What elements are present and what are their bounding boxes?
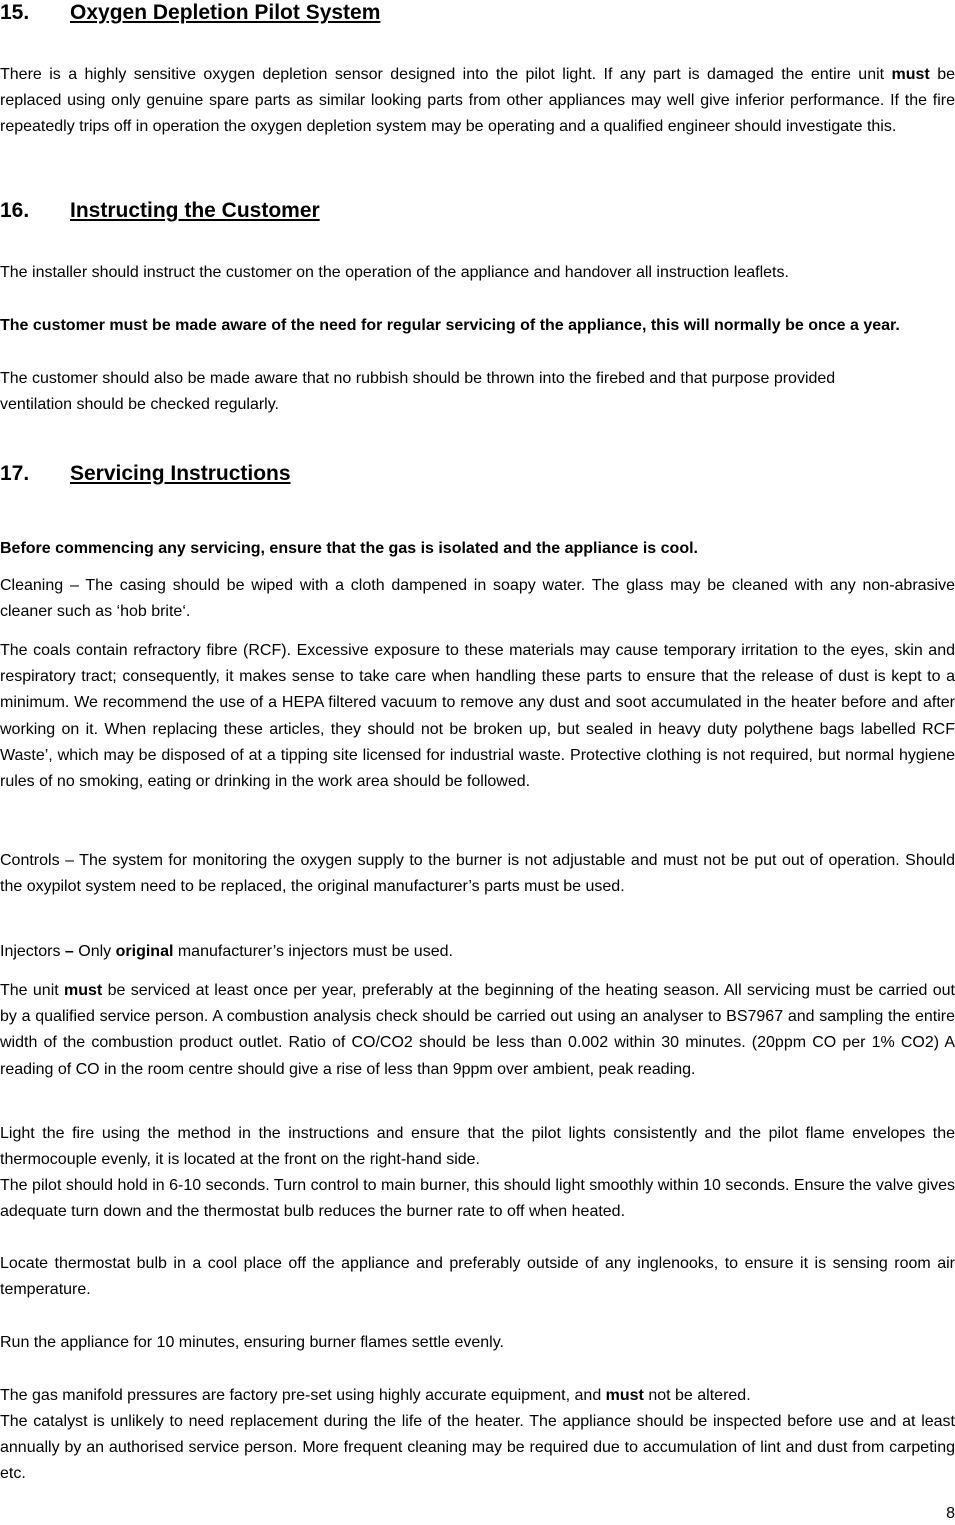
section-17-warning: Before commencing any servicing, ensure that the gas is isolated and the appliance is cool. bbox=[0, 540, 698, 557]
section-16-rubbish-paragraph: The customer should also be made aware that no rubbish should be thrown into the firebed and that purpose provided ventilation should be checked regularly. bbox=[0, 370, 836, 414]
section-17-number: 17. bbox=[0, 462, 30, 485]
section-16-instruct-paragraph: The installer should instruct the customer on the operation of the appliance and handover all instruction leaflets. bbox=[0, 264, 789, 281]
section-17-pilot-paragraph: The pilot should hold in 6-10 seconds. Turn control to main burner, this should light smoothly within 10 seconds. Ensure the valve gives adequate turn down and the thermostat bulb reduces the burner rate to off when heated. bbox=[0, 1177, 955, 1221]
section-17-injectors-paragraph: Injectors – Only original manufacturer’s injectors must be used. bbox=[0, 943, 453, 960]
section-17-run-paragraph: Run the appliance for 10 minutes, ensuring burner flames settle evenly. bbox=[0, 1334, 504, 1351]
section-17-coals-paragraph: The coals contain refractory fibre (RCF). Excessive exposure to these materials may cause temporary irritation to the eyes, skin and respiratory tract; consequently, it makes sense to take care when handling these parts to ensure that the release of dust is kept to a minimum. We recommend the use of a HEPA filtered vacuum to remove any dust and soot accumulated in the heater before and after working on it. When replacing these articles, they should not be broken up, but sealed in heavy duty polythene bags labelled RCF Waste’, which may be disposed of at a tipping site licensed for industrial waste. Protective clothing is not required, but normal hygiene rules of no smoking, eating or drinking in the work area should be followed. bbox=[0, 642, 955, 791]
section-17-thermostat-paragraph: Locate thermostat bulb in a cool place off the appliance and preferably outside of any inglenooks, to ensure it is sensing room air temperature. bbox=[0, 1255, 955, 1299]
page-number: 8 bbox=[946, 1505, 955, 1522]
section-15-heading bbox=[0, 0, 380, 26]
section-17-heading bbox=[0, 461, 291, 487]
section-17-manifold-paragraph: The gas manifold pressures are factory pre-set using highly accurate equipment, and must not be altered. bbox=[0, 1387, 751, 1404]
emphasis-must: must bbox=[891, 66, 930, 83]
section-16-servicing-notice: The customer must be made aware of the need for regular servicing of the appliance, this will normally be once a year. bbox=[0, 317, 900, 334]
emphasis-must: must bbox=[64, 982, 103, 999]
section-16-heading bbox=[0, 198, 320, 224]
section-17-controls-paragraph: Controls – The system for monitoring the oxygen supply to the burner is not adjustable and must not be put out of operation. Should the oxypilot system need to be replaced, the original manufacturer’s parts must be used. bbox=[0, 852, 955, 896]
section-15-title: Oxygen Depletion Pilot System bbox=[70, 1, 381, 24]
section-17-light-paragraph: Light the fire using the method in the instructions and ensure that the pilot lights consistently and the pilot flame envelopes the thermocouple evenly, it is located at the front on the right-hand side. bbox=[0, 1125, 955, 1169]
section-17-catalyst-paragraph: The catalyst is unlikely to need replacement during the life of the heater. The appliance should be inspected before use and at least annually by an authorised service person. More frequent cleaning may be required due to accumulation of lint and dust from carpeting etc. bbox=[0, 1413, 955, 1483]
emphasis-must: must bbox=[605, 1387, 644, 1404]
section-16-number: 16. bbox=[0, 199, 30, 222]
section-15-number: 15. bbox=[0, 1, 30, 24]
section-17-cleaning-paragraph: Cleaning – The casing should be wiped with a cloth dampened in soapy water. The glass may be cleaned with any non-abrasive cleaner such as ‘hob brite‘. bbox=[0, 577, 955, 621]
section-15-paragraph: There is a highly sensitive oxygen depletion sensor designed into the pilot light. If any part is damaged the entire unit must be replaced using only genuine spare parts as similar looking parts from other appliances may well give inferior performance. If the fire repeatedly trips off in operation the oxygen depletion system may be operating and a qualified engineer should investigate this. bbox=[0, 66, 955, 136]
section-16-title: Instructing the Customer bbox=[70, 199, 320, 222]
emphasis-original: original bbox=[115, 943, 174, 960]
section-17-title: Servicing Instructions bbox=[70, 462, 291, 485]
section-17-service-paragraph: The unit must be serviced at least once per year, preferably at the beginning of the heating season. All servicing must be carried out by a qualified service person. A combustion analysis check should be carried out using an analyser to BS7967 and sampling the entire width of the combustion product outlet. Ratio of CO/CO2 should be less than 0.002 within 30 minutes. (20ppm CO per 1% CO2) A reading of CO in the room centre should give a rise of less than 9ppm over ambient, peak reading. bbox=[0, 982, 955, 1078]
